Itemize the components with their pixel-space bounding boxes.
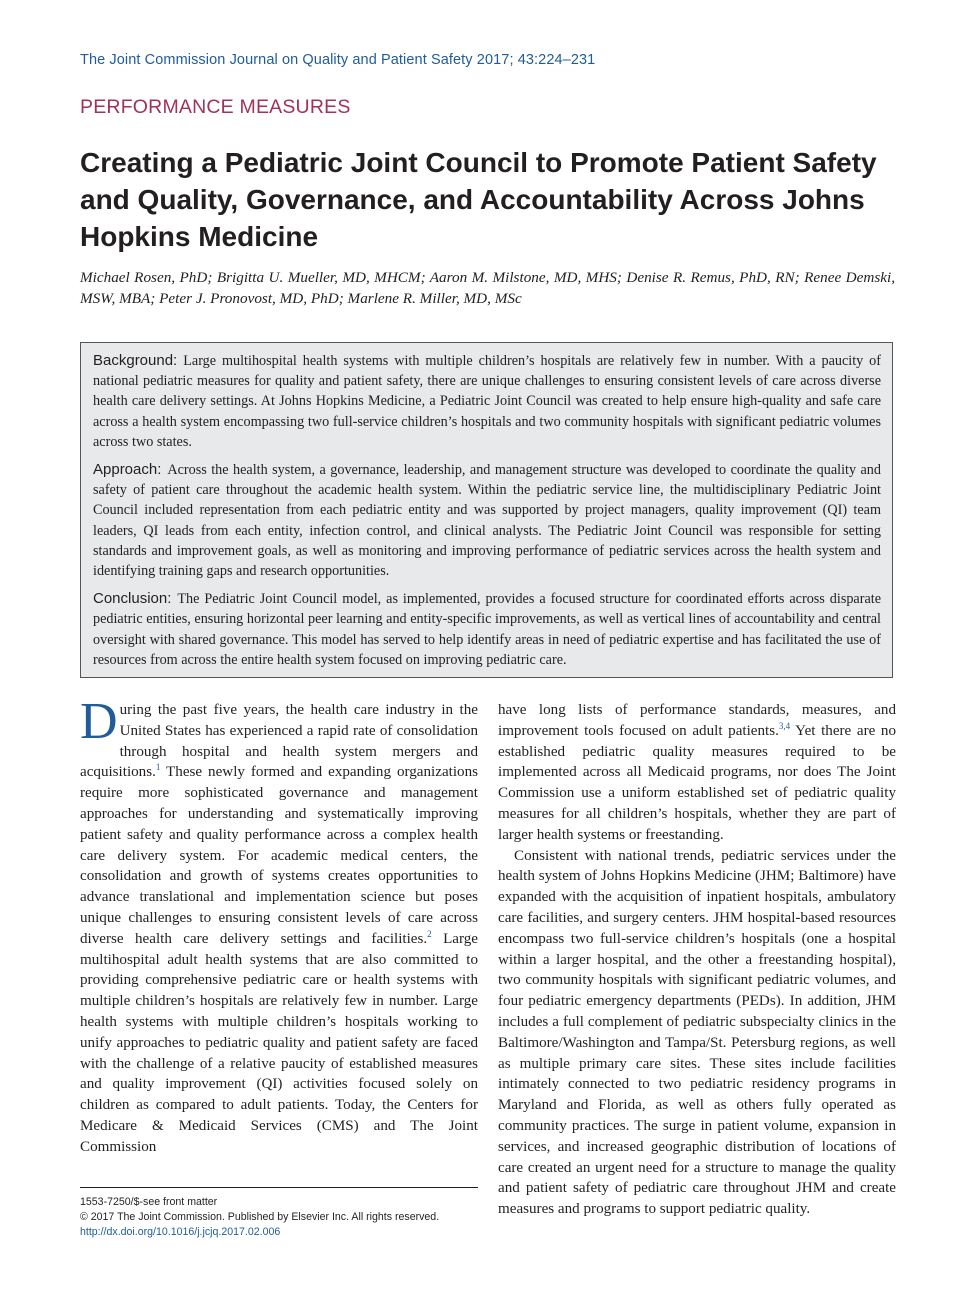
- reference-link-2[interactable]: 2: [427, 928, 432, 939]
- body-paragraph-2: Consistent with national trends, pediatric services under the health system of Johns Hopkins Medicine (JHM; Baltimore) have expanded with the acquisition of inpatient hospitals, ambulatory care facilities, and surgery centers. JHM hospital-based resources encompass two full-service children’s hospitals (one a hospital within a larger hospital, and the other a freestanding hospital), two community hospitals with significant pediatric volumes, and four pediatric emergency departments (PEDs). In addition, JHM includes a full complement of pediatric subspecialty clinics in the Baltimore/Washington and Tampa/St. Petersburg regions, as well as multiple primary care sites. These sites include facilities intimately connected to two pediatric residency programs in Maryland and Florida, as well as others fully operated as community practices. The surge in patient volume, expansion in services, and increased geographic distribution of locations of care created an urgent need for a structure to manage the quality and patient safety of pediatric care throughout JHM and create measures and programs to support pediatric quality.: [498, 847, 896, 1218]
- body-paragraph-1: [80, 693, 478, 1158]
- footnote-divider: [80, 1187, 478, 1188]
- body-column-left: [80, 693, 478, 1158]
- background-text: Large multihospital health systems with multiple children’s hospitals are relatively few in number. With a paucity of national pediatric measures for quality and patient safety, there are unique challenges to ensuring consistent levels of care across diverse health care delivery settings. At Johns Hopkins Medicine, a Pediatric Joint Council was created to help ensure high-quality and safe care across a health system encompassing two full-service children’s hospitals and two community hospitals with significant pediatric volumes across two states.: [93, 353, 881, 450]
- body-text-1e: Yet there are no established pediatric quality measures required to be implemented across all Medicaid programs, nor does The Joint Commission use a uniform established set of pediatric quality measures for all children’s hospitals, whether they are part of larger health systems or freestanding.: [498, 722, 897, 843]
- body-text-1c: Large multihospital adult health systems that are also committed to providing comprehensive pediatric care or health systems with multiple children’s hospitals are relatively few in number. Large health systems with multiple children’s hospitals working to unify approaches to pediatric quality and patient safety are faced with the challenge of a relative paucity of established measures and quality improvement (QI) activities focused solely on children as compared to adult patients. Today, the Centers for Medicare & Medicaid Services (CMS) and The Joint Commission: [80, 930, 478, 1155]
- body-text-1b: These newly formed and expanding organizations require more sophisticated governance and management approaches for understanding and systematically improving patient safety and quality performance across a complex health care delivery system. For academic medical centers, the consolidation and growth of systems creates opportunities to advance translational and implementation science but poses unique challenges to ensuring consistent levels of care across diverse health care delivery settings and facilities.: [80, 764, 478, 947]
- conclusion-heading: Conclusion:: [93, 590, 172, 608]
- reference-link-3-4[interactable]: 3,4: [778, 720, 791, 731]
- doi-link[interactable]: http://dx.doi.org/10.1016/j.jcjq.2017.02.006: [80, 1226, 281, 1238]
- section-label: PERFORMANCE MEASURES: [80, 96, 351, 118]
- body-text-1d: have long lists of performance standards, measures, and improvement tools focused on adult patients.: [498, 702, 896, 739]
- abstract-conclusion: [93, 589, 881, 670]
- approach-heading: Approach:: [93, 461, 162, 479]
- body-paragraph-1-continued: [498, 700, 896, 846]
- copyright-line: © 2017 The Joint Commission. Published by Elsevier Inc. All rights reserved.: [80, 1211, 440, 1223]
- body-column-right: [498, 700, 896, 1220]
- drop-cap: D: [80, 693, 118, 750]
- abstract-box: [80, 342, 893, 678]
- author-list: Michael Rosen, PhD; Brigitta U. Mueller, MD, MHCM; Aaron M. Milstone, MD, MHS; Denise R. Remus, PhD, RN; Renee Demski, MSW, MBA; Peter J. Pronovost, MD, PhD; Marlene R. Miller, MD, MSc: [80, 269, 895, 307]
- issn-line: 1553-7250/$-see front matter: [80, 1196, 218, 1208]
- article-title: Creating a Pediatric Joint Council to Promote Patient Safety and Quality, Governance, and Accountability Across Johns Hopkins Medicine: [80, 147, 877, 252]
- footnote-block: [80, 1195, 480, 1240]
- journal-citation: The Joint Commission Journal on Quality and Patient Safety 2017; 43:224–231: [80, 52, 596, 68]
- background-heading: Background:: [93, 352, 178, 369]
- abstract-background: [93, 351, 881, 452]
- approach-text: Across the health system, a governance, leadership, and management structure was developed to coordinate the quality and safety of patient care throughout the academic health system. Within the pediatric service line, the multidisciplinary Pediatric Joint Council included representation from each pediatric entity and was supported by project managers, quality improvement (QI) team leaders, QI leads from each entity, infection control, and clinical analysts. The Pediatric Joint Council was responsible for setting standards and improvement goals, as well as monitoring and improving performance of pediatric services across the health system and identifying training gaps and research opportunities.: [93, 462, 881, 580]
- abstract-approach: [93, 460, 881, 581]
- reference-link-1[interactable]: 1: [155, 762, 161, 773]
- conclusion-text: The Pediatric Joint Council model, as implemented, provides a focused structure for coordinated efforts across disparate pediatric entities, ensuring horizontal peer learning and entity-specific improvements, as well as vertical lines of accountability and central oversight with shared governance. This model has served to help identify areas in need of pediatric expertise and has facilitated the use of resources from across the entire health system focused on improving pediatric care.: [93, 591, 881, 668]
- body-text-1a: uring the past five years, the health care industry in the United States has experienced a rapid rate of consolidation through hospital and health system mergers and acquisitions.: [80, 702, 478, 781]
